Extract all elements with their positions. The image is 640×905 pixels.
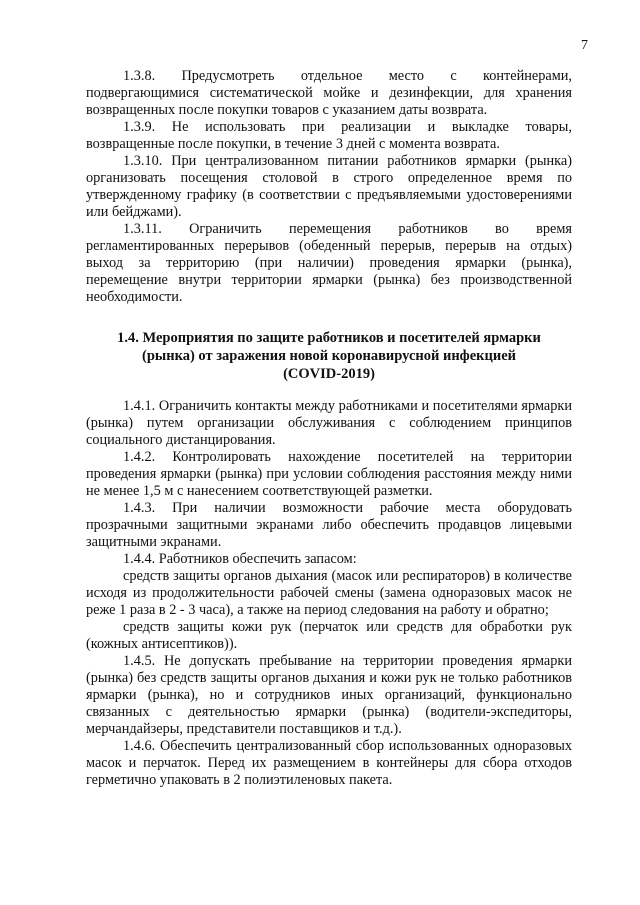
- paragraph-1-4-5: 1.4.5. Не допускать пребывание на территории проведения ярмарки (рынка) без средств защиты органов дыхания и кожи рук не только работников ярмарки (рынка), но и сотрудников иных организаций, функционально связанных с деятельностью ярмарки (рынка) (водители-экспедиторы, мерчандайзеры, представители поставщиков и т.д.).: [86, 653, 572, 737]
- paragraph-1-4-1: 1.4.1. Ограничить контакты между работниками и посетителями ярмарки (рынка) путем организации обслуживания с соблюдением принципов социального дистанцирования.: [86, 398, 572, 448]
- paragraph-1-3-8: 1.3.8. Предусмотреть отдельное место с контейнерами, подвергающимися систематической мойке и дезинфекции, для хранения возвращенных после покупки товаров с указанием даты возврата.: [86, 68, 572, 118]
- section-1-3-continuation: [86, 68, 572, 306]
- heading-line-1: 1.4. Мероприятия по защите работников и посетителей ярмарки: [117, 330, 541, 346]
- section-1-4-body: [86, 398, 572, 789]
- page-number: 7: [581, 38, 588, 53]
- paragraph-1-3-10: 1.3.10. При централизованном питании работников ярмарки (рынка) организовать посещения столовой в строго определенное время по утвержденному графику (в соответствии с предъявляемыми удостоверениями или бейджами).: [86, 153, 572, 220]
- paragraph-1-4-2: 1.4.2. Контролировать нахождение посетителей на территории проведения ярмарки (рынка) при условии соблюдения расстояния между ними не менее 1,5 м с нанесением соответствующей разметки.: [86, 449, 572, 499]
- paragraph-1-4-3: 1.4.3. При наличии возможности рабочие места оборудовать прозрачными защитными экранами либо обеспечить продавцов лицевыми защитными экранами.: [86, 500, 572, 550]
- paragraph-1-4-6: 1.4.6. Обеспечить централизованный сбор использованных одноразовых масок и перчаток. Перед их размещением в контейнеры для сбора отходов герметично упаковать в 2 полиэтиленовых пакета.: [86, 738, 572, 788]
- heading-line-3: (COVID-2019): [283, 366, 375, 382]
- paragraph-1-3-11: 1.3.11. Ограничить перемещения работников во время регламентированных перерывов (обеденный перерыв, перерыв на отдых) выход за территорию (при наличии) проведения ярмарки (рынка), перемещение внутри территории ярмарки (рынка) без производственной необходимости.: [86, 221, 572, 305]
- paragraph-hand-protection: средств защиты кожи рук (перчаток или средств для обработки рук (кожных антисептиков)).: [86, 619, 572, 652]
- paragraph-1-3-9: 1.3.9. Не использовать при реализации и выкладке товары, возвращенные после покупки, в течение 3 дней с момента возврата.: [86, 119, 572, 152]
- section-heading-1-4: [86, 329, 572, 383]
- paragraph-respiratory-protection: средств защиты органов дыхания (масок или респираторов) в количестве исходя из продолжительности рабочей смены (замена одноразовых масок не реже 1 раза в 2 - 3 часа), а также на период следования на работу и обратно;: [86, 568, 572, 618]
- heading-line-2: (рынка) от заражения новой коронавирусной инфекцией: [142, 348, 516, 364]
- paragraph-1-4-4: 1.4.4. Работников обеспечить запасом:: [123, 551, 357, 567]
